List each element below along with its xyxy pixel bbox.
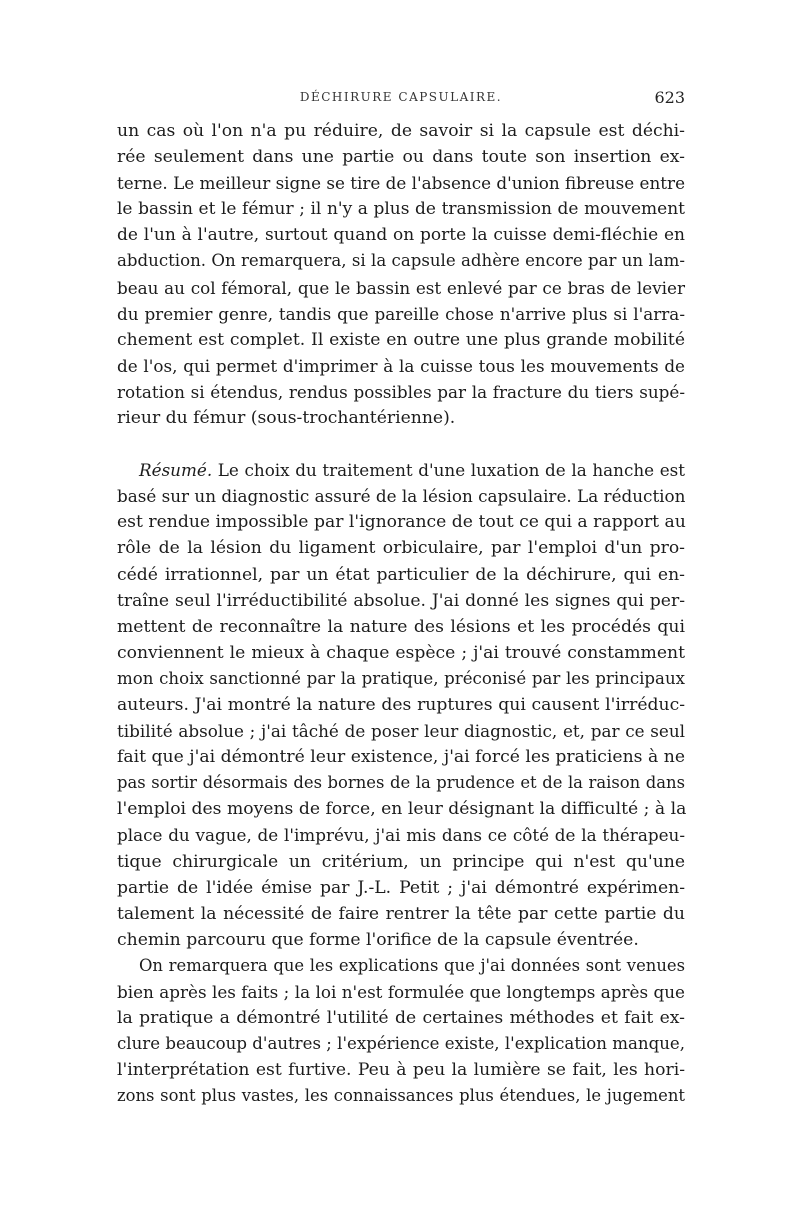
summary-label: Résumé. bbox=[139, 460, 213, 481]
text-line: pas sortir désormais des bornes de la prudence et de la raison dans bbox=[117, 773, 685, 793]
text-line: mettent de reconnaître la nature des lésions et les procédés qui bbox=[117, 616, 685, 637]
running-title: DÉCHIRURE CAPSULAIRE. bbox=[299, 90, 503, 104]
summary-first-line: Le choix du traitement d'une luxation de la hanche est bbox=[212, 460, 685, 481]
text-line: rée seulement dans une partie ou dans toute son insertion ex- bbox=[117, 147, 685, 168]
text-line: fait que j'ai démontré leur existence, j'ai forcé les praticiens à ne bbox=[117, 747, 685, 768]
text-line: un cas où l'on n'a pu réduire, de savoir si la capsule est déchi- bbox=[117, 121, 685, 141]
text-line: abduction. On remarquera, si la capsule adhère encore par un lam- bbox=[117, 251, 685, 271]
text-line: talement la nécessité de faire rentrer la tête par cette partie du bbox=[117, 903, 685, 924]
text-line: mon choix sanctionné par la pratique, préconisé par les principaux bbox=[117, 668, 685, 688]
text-line: clure beaucoup d'autres ; l'expérience existe, l'explication manque, bbox=[117, 1034, 685, 1054]
running-head bbox=[117, 88, 685, 114]
text-line: tique chirurgicale un critérium, un principe qui n'est qu'une bbox=[117, 851, 685, 872]
text-line: du premier genre, tandis que pareille chose n'arrive plus si l'arra- bbox=[117, 303, 685, 324]
text-line: rotation si étendus, rendus possibles par la fracture du tiers supé- bbox=[117, 381, 685, 402]
paragraph-continuation bbox=[117, 118, 685, 431]
text-line: place du vague, de l'imprévu, j'ai mis dans ce côté de la thérapeu- bbox=[117, 825, 685, 846]
text-line: On remarquera que les explications que j'ai données sont venues bbox=[139, 955, 685, 975]
text-line bbox=[117, 457, 685, 483]
text-line: rôle de la lésion du ligament orbiculaire, par l'emploi d'un pro- bbox=[117, 538, 685, 559]
text-line: la pratique a démontré l'utilité de certaines méthodes et fait ex- bbox=[117, 1008, 685, 1029]
text-line: chemin parcouru que forme l'orifice de la capsule éventrée. bbox=[117, 929, 639, 950]
text-line: cédé irrationnel, par un état particulier de la déchirure, qui en- bbox=[117, 564, 685, 585]
text-line: zons sont plus vastes, les connaissances plus étendues, le jugement bbox=[117, 1086, 685, 1106]
body-text bbox=[117, 118, 685, 1109]
text-line: conviennent le mieux à chaque espèce ; j'ai trouvé constamment bbox=[117, 642, 685, 663]
text-line: de l'os, qui permet d'imprimer à la cuisse tous les mouvements de bbox=[117, 355, 685, 376]
text-line: beau au col fémoral, que le bassin est enlevé par ce bras de levier bbox=[117, 277, 685, 298]
page-number: 623 bbox=[654, 88, 685, 107]
text-line: l'emploi des moyens de force, en leur désignant la difficulté ; à la bbox=[117, 799, 687, 820]
text-line: chement est complet. Il existe en outre une plus grande mobilité bbox=[117, 329, 685, 350]
text-line: rieur du fémur (sous-trochantérienne). bbox=[117, 408, 456, 429]
text-line: traîne seul l'irréductibilité absolue. J'ai donné les signes qui per- bbox=[117, 590, 685, 611]
text-line: l'interprétation est furtive. Peu à peu la lumière se fait, les hori- bbox=[117, 1060, 685, 1081]
text-line: le bassin et le fémur ; il n'y a plus de transmission de mouvement bbox=[117, 199, 685, 220]
book-page bbox=[117, 88, 685, 1109]
text-line: basé sur un diagnostic assuré de la lésion capsulaire. La réduction bbox=[117, 486, 686, 507]
text-line: auteurs. J'ai montré la nature des ruptures qui causent l'irréduc- bbox=[117, 694, 685, 715]
summary-paragraph bbox=[117, 457, 685, 953]
text-line: de l'un à l'autre, surtout quand on porte la cuisse demi-fléchie en bbox=[117, 225, 685, 246]
paragraph bbox=[117, 953, 685, 1110]
text-line: terne. Le meilleur signe se tire de l'absence d'union fibreuse entre bbox=[117, 173, 685, 194]
text-line: tibilité absolue ; j'ai tâché de poser leur diagnostic, et, par ce seul bbox=[117, 721, 685, 742]
text-line: bien après les faits ; la loi n'est formulée que longtemps après que bbox=[117, 982, 685, 1002]
paragraph-gap bbox=[117, 431, 685, 457]
text-line: est rendue impossible par l'ignorance de tout ce qui a rapport au bbox=[117, 512, 686, 533]
text-line: partie de l'idée émise par J.-L. Petit ; j'ai démontré expérimen- bbox=[117, 877, 685, 898]
